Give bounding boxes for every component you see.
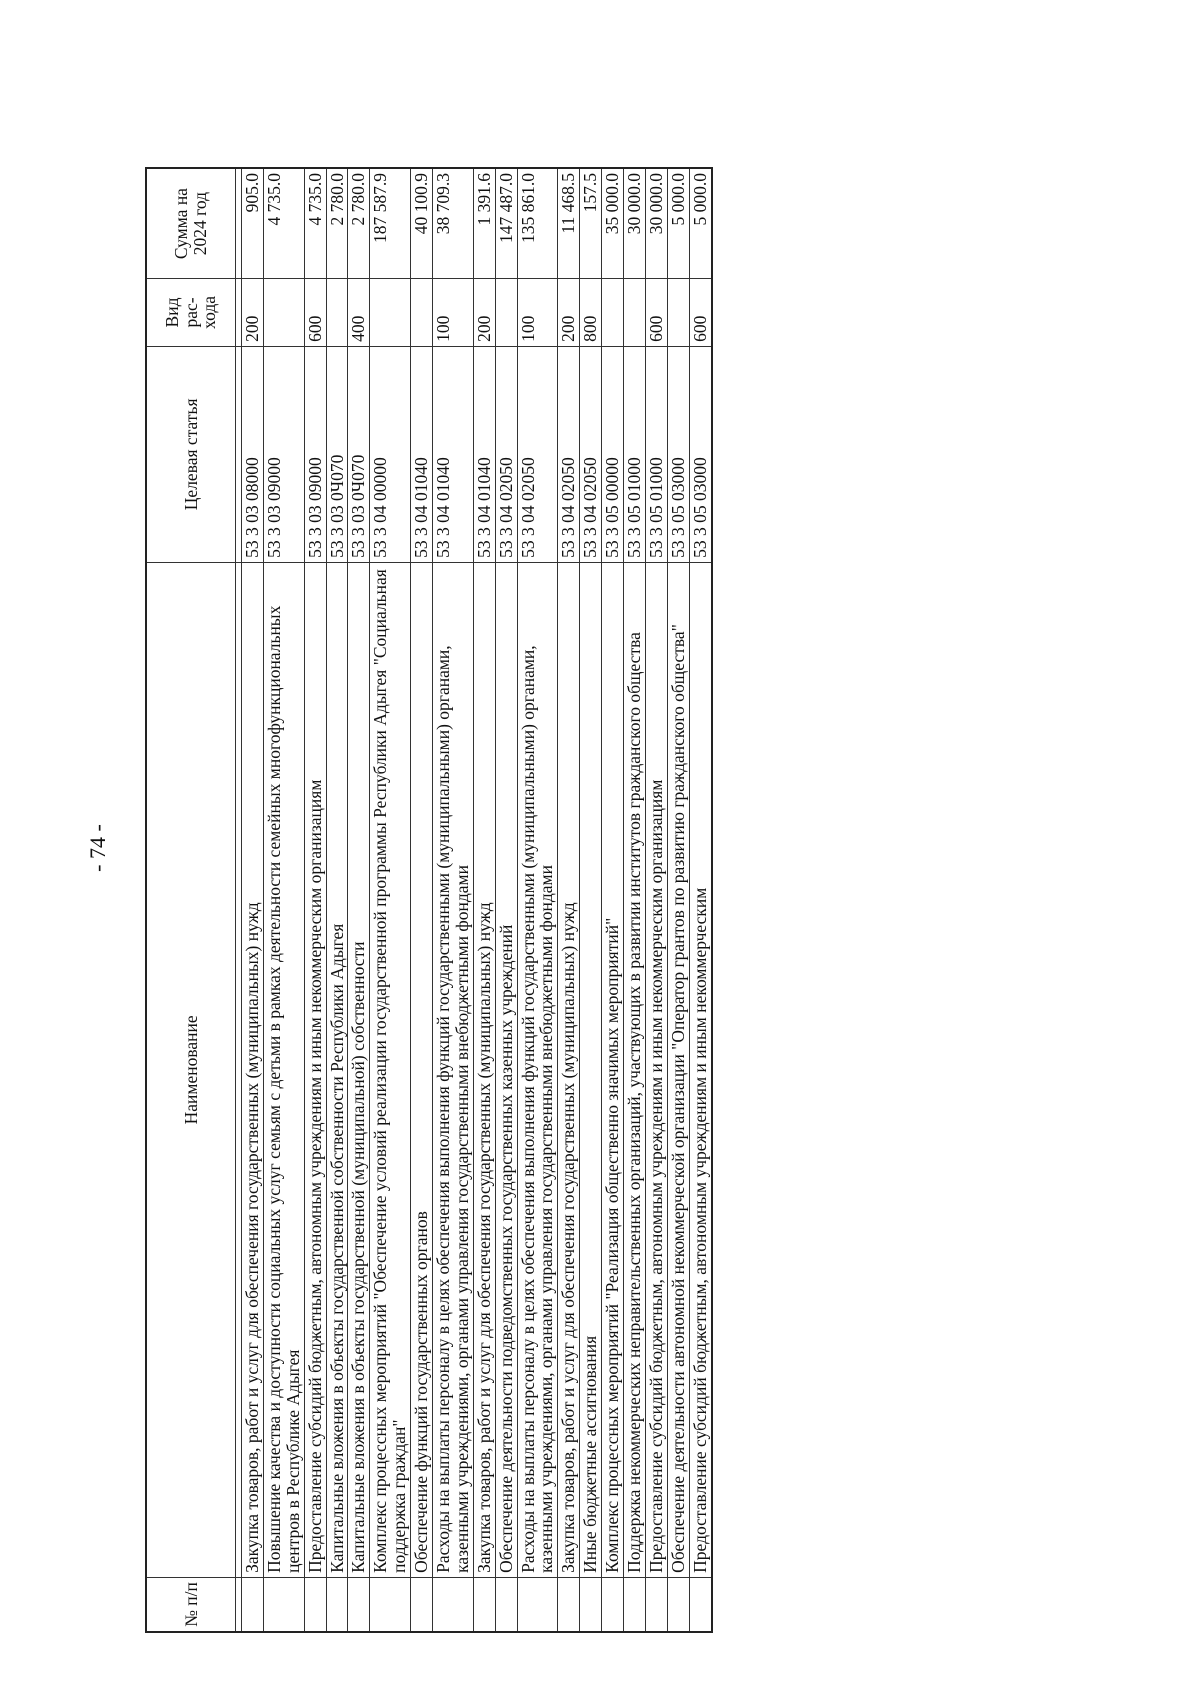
- row-expense-type: 100: [517, 279, 558, 347]
- table-row: [667, 168, 689, 1632]
- table-row: [304, 168, 326, 1632]
- row-code: 53 3 04 01040: [473, 346, 495, 562]
- row-name: Повышение качества и доступности социальных услуг семьям с детьми в рамках деятельности семейных многофункциональных центров в Республике Адыгея: [263, 562, 304, 1577]
- row-name: Закупка товаров, работ и услуг для обеспечения государственных (муниципальных) нужд: [473, 562, 495, 1577]
- table-row: [645, 168, 667, 1632]
- row-sum: 157.5: [580, 168, 602, 279]
- row-num: [473, 1577, 495, 1632]
- row-sum: 1 391.6: [473, 168, 495, 279]
- table-row: [558, 168, 580, 1632]
- row-expense-type: 800: [580, 279, 602, 347]
- row-code: 53 3 04 02050: [495, 346, 517, 562]
- row-num: [580, 1577, 602, 1632]
- row-sum: 905.0: [242, 168, 264, 279]
- row-num: [304, 1577, 326, 1632]
- row-sum: 30 000.0: [624, 168, 646, 279]
- row-num: [558, 1577, 580, 1632]
- header-expense-type: Вид рас- хода: [146, 279, 236, 347]
- row-expense-type: [326, 279, 348, 347]
- row-code: 53 3 03 0Ч070: [326, 346, 348, 562]
- table-row: [348, 168, 370, 1632]
- row-code: 53 3 04 01040: [433, 346, 474, 562]
- row-code: 53 3 03 09000: [304, 346, 326, 562]
- header-code: Целевая статья: [146, 346, 236, 562]
- row-expense-type: 400: [348, 279, 370, 347]
- row-name: Расходы на выплаты персоналу в целях обеспечения выполнения функций государственными (муниципальными) органами, казенными учреждениями, органами управления государственными внебюджетными фондами: [433, 562, 474, 1577]
- row-expense-type: 200: [473, 279, 495, 347]
- row-num: [689, 1577, 711, 1632]
- row-expense-type: [602, 279, 624, 347]
- row-sum: 2 780.0: [326, 168, 348, 279]
- table-row: [689, 168, 711, 1632]
- row-name: Капитальные вложения в объекты государственной (муниципальной) собственности: [348, 562, 370, 1577]
- row-code: 53 3 05 01000: [624, 346, 646, 562]
- row-expense-type: 100: [433, 279, 474, 347]
- page-number: - 74 -: [85, 824, 110, 872]
- row-name: Комплекс процессных мероприятий "Реализация общественно значимых мероприятий": [602, 562, 624, 1577]
- row-sum: 4 735.0: [263, 168, 304, 279]
- table-row: [517, 168, 558, 1632]
- row-sum: 30 000.0: [645, 168, 667, 279]
- row-expense-type: [624, 279, 646, 347]
- row-sum: 40 100.9: [411, 168, 433, 279]
- row-expense-type: 600: [645, 279, 667, 347]
- row-num: [263, 1577, 304, 1632]
- table-header-row: [146, 168, 236, 1632]
- row-name: Закупка товаров, работ и услуг для обеспечения государственных (муниципальных) нужд: [242, 562, 264, 1577]
- row-expense-type: 600: [304, 279, 326, 347]
- rotated-table-container: [145, 167, 966, 1633]
- row-name: Предоставление субсидий бюджетным, автономным учреждениям и иным некоммерческим: [689, 562, 711, 1577]
- table-row: [624, 168, 646, 1632]
- header-num: № п/п: [146, 1577, 236, 1632]
- table-row: [263, 168, 304, 1632]
- row-num: [495, 1577, 517, 1632]
- row-num: [624, 1577, 646, 1632]
- table-row: [242, 168, 264, 1632]
- row-name: Обеспечение деятельности подведомственных государственных казенных учреждений: [495, 562, 517, 1577]
- row-num: [326, 1577, 348, 1632]
- row-name: Иные бюджетные ассигнования: [580, 562, 602, 1577]
- row-expense-type: 200: [242, 279, 264, 347]
- row-code: 53 3 05 00000: [602, 346, 624, 562]
- table-row: [602, 168, 624, 1632]
- row-expense-type: 600: [689, 279, 711, 347]
- table-row: [580, 168, 602, 1632]
- row-name: Предоставление субсидий бюджетным, автономным учреждениям и иным некоммерческим организациям: [304, 562, 326, 1577]
- row-sum: 35 000.0: [602, 168, 624, 279]
- row-num: [242, 1577, 264, 1632]
- table-row: [495, 168, 517, 1632]
- row-sum: 2 780.0: [348, 168, 370, 279]
- row-num: [517, 1577, 558, 1632]
- row-sum: 5 000.0: [667, 168, 689, 279]
- row-code: 53 3 04 01040: [411, 346, 433, 562]
- row-sum: 38 709.3: [433, 168, 474, 279]
- table-row: [473, 168, 495, 1632]
- header-sum: Сумма на 2024 год: [146, 168, 236, 279]
- table-row: [433, 168, 474, 1632]
- row-code: 53 3 04 02050: [558, 346, 580, 562]
- row-code: 53 3 05 03000: [667, 346, 689, 562]
- row-code: 53 3 03 09000: [263, 346, 304, 562]
- row-sum: 187 587.9: [370, 168, 411, 279]
- table-body: [236, 168, 712, 1632]
- row-name: Закупка товаров, работ и услуг для обеспечения государственных (муниципальных) нужд: [558, 562, 580, 1577]
- row-expense-type: [411, 279, 433, 347]
- row-expense-type: [263, 279, 304, 347]
- row-expense-type: [370, 279, 411, 347]
- row-num: [433, 1577, 474, 1632]
- row-name: Капитальные вложения в объекты государственной собственности Республики Адыгея: [326, 562, 348, 1577]
- row-sum: 147 487.0: [495, 168, 517, 279]
- row-expense-type: [667, 279, 689, 347]
- row-sum: 11 468.5: [558, 168, 580, 279]
- row-code: 53 3 04 00000: [370, 346, 411, 562]
- row-num: [645, 1577, 667, 1632]
- table-row: [326, 168, 348, 1632]
- row-num: [370, 1577, 411, 1632]
- row-name: Обеспечение функций государственных органов: [411, 562, 433, 1577]
- row-sum: 135 861.0: [517, 168, 558, 279]
- row-num: [348, 1577, 370, 1632]
- row-code: 53 3 03 0Ч070: [348, 346, 370, 562]
- row-code: 53 3 03 08000: [242, 346, 264, 562]
- row-num: [411, 1577, 433, 1632]
- row-num: [667, 1577, 689, 1632]
- row-code: 53 3 04 02050: [517, 346, 558, 562]
- row-name: Обеспечение деятельности автономной некоммерческой организации "Оператор грантов по развитию гражданского общества": [667, 562, 689, 1577]
- row-expense-type: 200: [558, 279, 580, 347]
- row-code: 53 3 05 03000: [689, 346, 711, 562]
- row-code: 53 3 05 01000: [645, 346, 667, 562]
- row-name: Комплекс процессных мероприятий "Обеспечение условий реализации государственной программы Республики Адыгея "Социальная поддержка граждан": [370, 562, 411, 1577]
- row-sum: 4 735.0: [304, 168, 326, 279]
- row-expense-type: [495, 279, 517, 347]
- budget-table: [145, 167, 713, 1633]
- row-code: 53 3 04 02050: [580, 346, 602, 562]
- row-sum: 5 000.0: [689, 168, 711, 279]
- row-name: Предоставление субсидий бюджетным, автономным учреждениям и иным некоммерческим организациям: [645, 562, 667, 1577]
- row-name: Расходы на выплаты персоналу в целях обеспечения выполнения функций государственными (муниципальными) органами, казенными учреждениями, органами управления государственными внебюджетными фондами: [517, 562, 558, 1577]
- header-name: Наименование: [146, 562, 236, 1577]
- table-row: [370, 168, 411, 1632]
- table-row: [411, 168, 433, 1632]
- row-num: [602, 1577, 624, 1632]
- row-name: Поддержка некоммерческих неправительственных организаций, участвующих в развитии институтов гражданского общества: [624, 562, 646, 1577]
